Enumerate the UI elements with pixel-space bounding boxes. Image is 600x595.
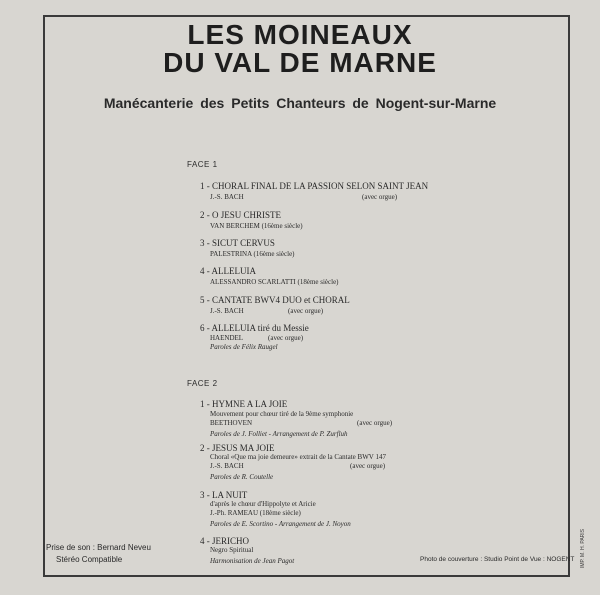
face2-track2-note: (avec orgue) — [350, 462, 386, 470]
face1-track2-title: 2 - O JESU CHRISTE — [200, 210, 282, 220]
album-title-line2: DU VAL DE MARNE — [163, 47, 437, 78]
face2-track1-note: (avec orgue) — [357, 419, 393, 427]
face1-track1-title: 1 - CHORAL FINAL DE LA PASSION SELON SAINT JEAN — [200, 181, 429, 191]
face2-track3-composer: J.-Ph. RAMEAU (18ème siècle) — [210, 509, 301, 517]
face1-track6-composer: HAENDEL — [210, 334, 244, 342]
face2-track1-composer: BEETHOVEN — [210, 419, 252, 427]
face2-track1-desc: Mouvement pour chœur tiré de la 9ème symphonie — [210, 410, 354, 418]
face1-track1-composer: J.-S. BACH — [210, 193, 244, 201]
face1-track1-note: (avec orgue) — [362, 193, 398, 201]
sound-credit: Prise de son : Bernard Neveu — [46, 543, 151, 552]
face2-track1-credit: Paroles de J. Folliet - Arrangement de P. Zurfluh — [210, 430, 348, 438]
face2-track2-desc: Choral «Que ma joie demeure» extrait de la Cantate BWV 147 — [210, 453, 386, 461]
face1-track2-composer: VAN BERCHEM (16ème siècle) — [210, 222, 303, 230]
face1-track3-title: 3 - SICUT CERVUS — [200, 238, 275, 248]
face1-track6-credit: Paroles de Félix Raugel — [210, 343, 278, 351]
face1-track5-composer: J.-S. BACH — [210, 307, 244, 315]
face2-track2-title: 2 - JESUS MA JOIE — [200, 443, 275, 453]
album-subtitle: Manécanterie des Petits Chanteurs de Nogent-sur-Marne — [103, 95, 497, 111]
stereo-label: Stéréo Compatible — [56, 555, 123, 564]
face2-track2-credit: Paroles de R. Coutelle — [210, 473, 274, 481]
face1-track6-note: (avec orgue) — [268, 334, 304, 342]
face2-track3-credit: Paroles de E. Scortino - Arrangement de J. Noyon — [210, 520, 351, 528]
face1-track4-composer: ALESSANDRO SCARLATTI (18ème siècle) — [210, 278, 339, 286]
face1-track5-title: 5 - CANTATE BWV4 DUO et CHORAL — [200, 295, 350, 305]
face2-label: FACE 2 — [187, 379, 218, 388]
face2-track3-title: 3 - LA NUIT — [200, 490, 248, 500]
face2-track2-composer: J.-S. BACH — [210, 462, 244, 470]
printer-vertical-text — [576, 470, 588, 570]
face1-track5-note: (avec orgue) — [288, 307, 324, 315]
face1-track6-title: 6 - ALLELUIA tiré du Messie — [200, 323, 309, 333]
face1-track4-title: 4 - ALLELUIA — [200, 266, 256, 276]
face1-track3-composer: PALESTRINA (16ème siècle) — [210, 250, 295, 258]
face2-track4-desc: Negro Spiritual — [210, 546, 254, 554]
face1-label: FACE 1 — [187, 160, 218, 169]
face2-track3-desc: d'après le chœur d'Hippolyte et Aricie — [210, 500, 316, 508]
face2-track4-title: 4 - JERICHO — [200, 536, 249, 546]
photo-credit: Photo de couverture : Studio Point de Vue : NOGENT — [420, 556, 575, 563]
face2-track1-title: 1 - HYMNE A LA JOIE — [200, 399, 288, 409]
printer-imprint: IMP. M. H. PARIS — [580, 529, 586, 568]
face2-track4-credit: Harmonisation de Jean Pagot — [210, 557, 295, 565]
album-title-line1: LES MOINEAUX — [187, 19, 413, 50]
